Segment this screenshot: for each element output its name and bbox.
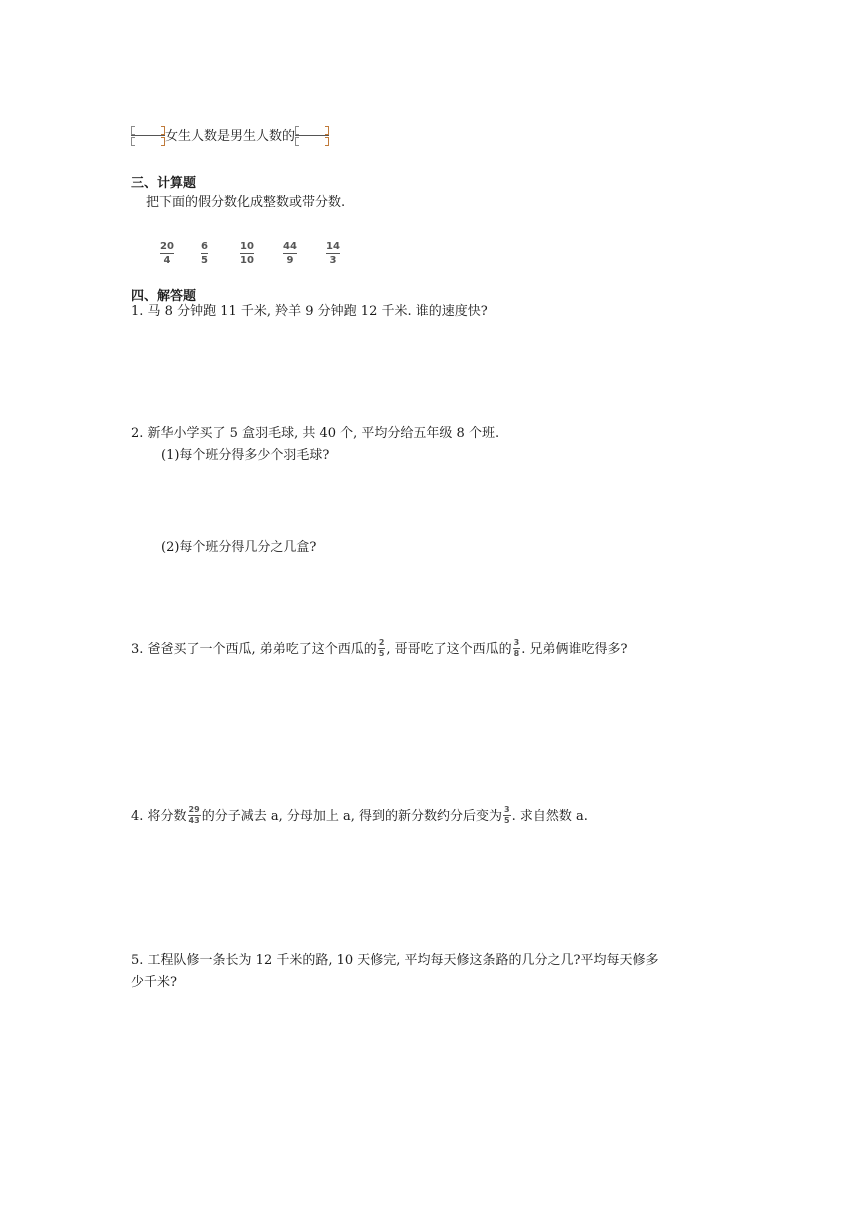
- question-4-text: . 求自然数 a.: [511, 809, 588, 824]
- instruction-text: 把下面的假分数化成整数或带分数.: [146, 195, 346, 210]
- numerator: 44: [283, 241, 297, 252]
- question-1: 1. 马 8 分钟跑 11 千米, 羚羊 9 分钟跑 12 千米. 谁的速度快?: [131, 304, 488, 319]
- fraction: [378, 639, 386, 658]
- numerator: 2: [378, 638, 385, 647]
- numerator: 3: [503, 805, 510, 814]
- denominator: 8: [513, 649, 520, 658]
- fraction-item: [326, 234, 340, 266]
- fraction: [503, 806, 511, 825]
- fraction-item: [160, 234, 174, 266]
- question-2-part-1: (1)每个班分得多少个羽毛球?: [161, 448, 330, 463]
- ratio-line: [131, 127, 329, 146]
- fraction-blank: [295, 126, 329, 145]
- question-4: [131, 807, 588, 826]
- question-3: [131, 640, 627, 659]
- denominator: 4: [163, 255, 171, 266]
- question-4-text: 4. 将分数: [131, 809, 187, 824]
- fraction: [513, 639, 521, 658]
- denominator: 9: [286, 255, 294, 266]
- question-4-text: 的分子减去 a, 分母加上 a, 得到的新分数约分后变为: [201, 809, 502, 824]
- numerator: 6: [201, 241, 208, 252]
- fraction-item: [240, 234, 254, 266]
- question-3-text: , 哥哥吃了这个西瓜的: [386, 642, 512, 657]
- fraction-item: [283, 234, 297, 266]
- section-heading: 三、计算题: [131, 176, 197, 191]
- fraction: [188, 806, 201, 825]
- fraction-item: [201, 234, 208, 266]
- ratio-text: 女生人数是男生人数的: [165, 129, 296, 144]
- numerator: 10: [240, 241, 254, 252]
- numerator: 20: [160, 241, 174, 252]
- question-3-text: 3. 爸爸买了一个西瓜, 弟弟吃了这个西瓜的: [131, 642, 377, 657]
- question-5: 5. 工程队修一条长为 12 千米的路, 10 天修完, 平均每天修这条路的几分之几?平均每天修多: [131, 953, 659, 968]
- denominator: 5: [378, 649, 385, 658]
- numerator: 3: [513, 638, 520, 647]
- denominator: 5: [503, 816, 510, 825]
- denominator: 43: [188, 816, 200, 825]
- section-heading: 四、解答题: [131, 289, 197, 304]
- denominator: 3: [329, 255, 337, 266]
- question-3-text: . 兄弟俩谁吃得多?: [521, 642, 628, 657]
- numerator: 29: [188, 805, 200, 814]
- question-5-continued: 少千米?: [131, 975, 177, 990]
- question-2: 2. 新华小学买了 5 盒羽毛球, 共 40 个, 平均分给五年级 8 个班.: [131, 426, 500, 441]
- denominator: 5: [201, 255, 208, 266]
- fraction-blank: [131, 126, 165, 145]
- numerator: 14: [326, 241, 340, 252]
- denominator: 10: [240, 255, 254, 266]
- question-2-part-2: (2)每个班分得几分之几盒?: [161, 540, 317, 555]
